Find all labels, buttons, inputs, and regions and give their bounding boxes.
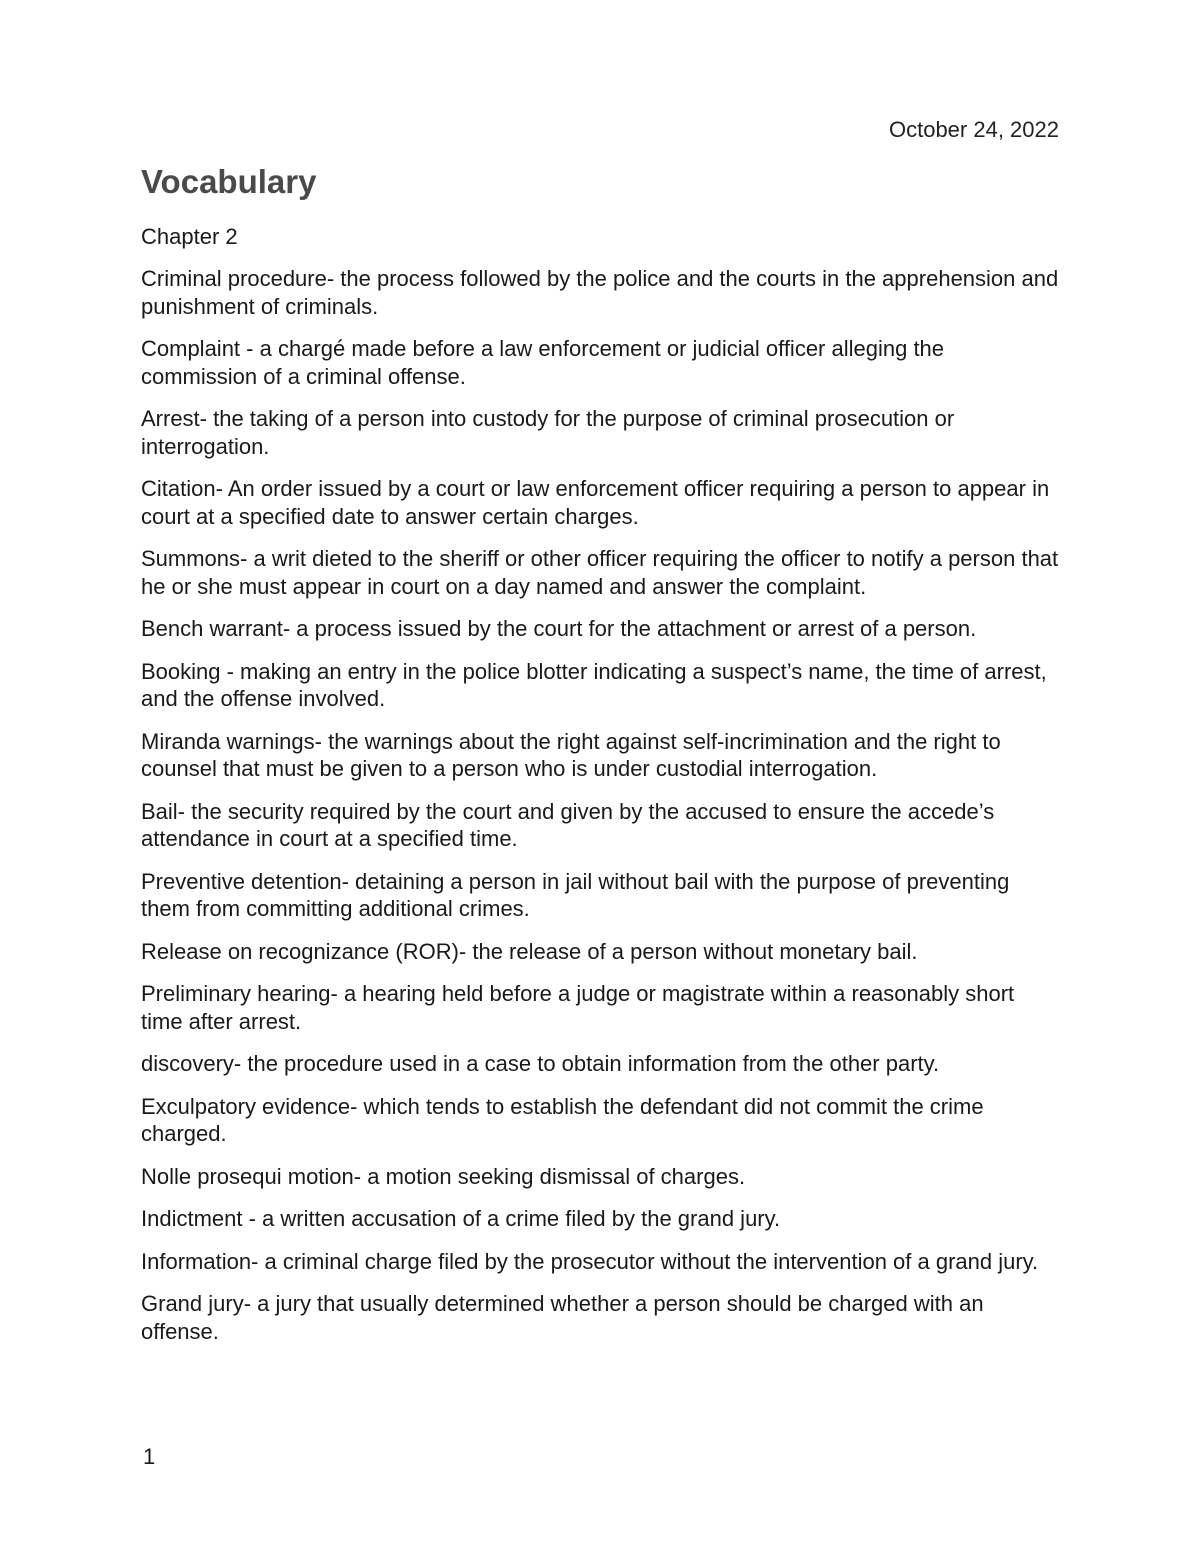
vocabulary-entry-grand-jury: Grand jury- a jury that usually determined whether a person should be charged with an offense. bbox=[141, 1291, 984, 1344]
vocabulary-entry-bench-warrant: Bench warrant- a process issued by the court for the attachment or arrest of a person. bbox=[141, 616, 977, 641]
vocabulary-entry-criminal-procedure: Criminal procedure- the process followed by the police and the courts in the apprehension and punishment of criminals. bbox=[141, 266, 1059, 319]
vocabulary-entry-release-on-recognizance: Release on recognizance (ROR)- the release of a person without monetary bail. bbox=[141, 938, 918, 964]
vocabulary-entry-booking: Booking - making an entry in the police blotter indicating a suspect’s name, the time of arrest, and the offense involved. bbox=[141, 658, 1047, 711]
vocabulary-entry-miranda-warnings: Miranda warnings- the warnings about the right against self-incrimination and the right to counsel that must be given to a person who is under custodial interrogation. bbox=[141, 728, 1001, 781]
page-number: 1 bbox=[143, 1444, 156, 1469]
vocabulary-entry-arrest: Arrest- the taking of a person into custody for the purpose of criminal prosecution or interrogation. bbox=[141, 406, 955, 459]
vocabulary-entry-exculpatory-evidence: Exculpatory evidence- which tends to establish the defendant did not commit the crime charged. bbox=[141, 1093, 984, 1146]
document-date: October 24, 2022 bbox=[888, 117, 1059, 142]
vocabulary-entry-preventive-detention: Preventive detention- detaining a person in jail without bail with the purpose of preventing them from committing additional crimes. bbox=[141, 868, 1010, 921]
vocabulary-entry-citation: Citation- An order issued by a court or law enforcement officer requiring a person to appear in court at a specified date to answer certain charges. bbox=[141, 476, 1050, 529]
vocabulary-entry-discovery: discovery- the procedure used in a case to obtain information from the other party. bbox=[141, 1051, 940, 1076]
vocabulary-entry-summons: Summons- a writ dieted to the sheriff or other officer requiring the officer to notify a person that he or she must appear in court on a day named and answer the complaint. bbox=[141, 546, 1059, 599]
vocabulary-entry-indictment: Indictment - a written accusation of a crime filed by the grand jury. bbox=[141, 1206, 781, 1231]
vocabulary-entry-nolle-prosequi-motion: Nolle prosequi motion- a motion seeking dismissal of charges. bbox=[141, 1163, 746, 1189]
vocabulary-entry-complaint: Complaint - a chargé made before a law enforcement or judicial officer alleging the commission of a criminal offense. bbox=[141, 336, 945, 389]
chapter-heading: Chapter 2 bbox=[141, 224, 238, 249]
vocabulary-entry-information: Information- a criminal charge filed by the prosecutor without the intervention of a grand jury. bbox=[141, 1248, 1039, 1274]
page-title: Vocabulary bbox=[141, 163, 317, 200]
vocabulary-entry-bail: Bail- the security required by the court and given by the accused to ensure the accede’s attendance in court at a specified time. bbox=[141, 798, 995, 851]
vocabulary-entry-preliminary-hearing: Preliminary hearing- a hearing held before a judge or magistrate within a reasonably short time after arrest. bbox=[141, 981, 1015, 1034]
vocabulary-list bbox=[141, 223, 1061, 1360]
